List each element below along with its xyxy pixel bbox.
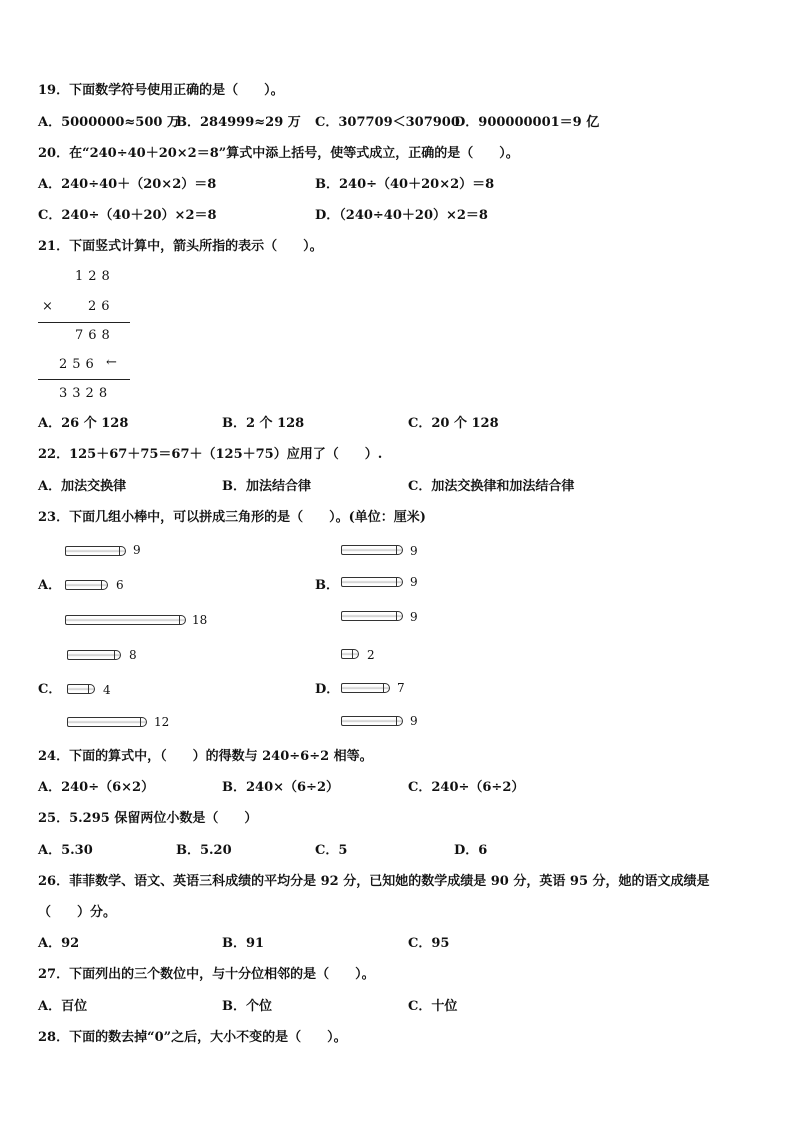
stick (341, 683, 390, 693)
question-24-option-b[interactable]: B．240×（6÷2） (222, 780, 340, 795)
question-22-option-c[interactable]: C．加法交换律和加法结合律 (408, 479, 575, 494)
question-20-option-b[interactable]: B．240÷（40＋20×2）＝8 (315, 177, 495, 192)
question-24-option-a[interactable]: A．240÷（6×2） (38, 780, 155, 795)
stick-length-label: 2 (367, 648, 375, 662)
question-26-stem-line-2: （ ）分。 (38, 905, 117, 920)
calc-line-1 (38, 322, 130, 323)
group-a-label: A． (38, 578, 62, 593)
stick (341, 545, 403, 555)
calc-operator: × (42, 299, 58, 314)
stick-length-label: 7 (397, 681, 405, 695)
stick-length-label: 6 (116, 578, 124, 592)
calc-multiplicand: 128 (75, 269, 115, 284)
group-d-label: D． (315, 682, 340, 697)
question-27-stem: 27．下面列出的三个数位中，与十分位相邻的是（ ）。 (38, 967, 375, 982)
question-20-option-a[interactable]: A．240÷40＋（20×2）＝8 (38, 177, 217, 192)
question-19-option-b[interactable]: B．284999≈29 万 (176, 115, 301, 130)
question-19-option-d[interactable]: D．900000001＝9 亿 (454, 115, 600, 130)
question-25-option-d[interactable]: D．6 (454, 843, 488, 858)
stick (341, 716, 403, 726)
question-22-stem: 22．125＋67＋75＝67＋（125＋75）应用了（ ）. (38, 447, 383, 462)
question-23-stem: 23．下面几组小棒中，可以拼成三角形的是（ ）。(单位：厘米) (38, 510, 426, 525)
question-27-option-c[interactable]: C．十位 (408, 999, 458, 1014)
stick (65, 546, 126, 556)
stick-length-label: 4 (103, 683, 111, 697)
question-20-option-d[interactable]: D．（240÷40＋20）×2＝8 (315, 208, 488, 223)
question-25-option-b[interactable]: B．5.20 (176, 843, 232, 858)
group-b-label: B． (315, 578, 339, 593)
question-25-option-c[interactable]: C．5 (315, 843, 348, 858)
question-22-option-b[interactable]: B．加法结合律 (222, 479, 311, 494)
question-24-option-c[interactable]: C．240÷（6÷2） (408, 780, 525, 795)
question-21-stem: 21．下面竖式计算中，箭头所指的表示（ ）。 (38, 239, 323, 254)
stick-length-label: 9 (410, 714, 418, 728)
question-21-option-c[interactable]: C．20 个 128 (408, 416, 499, 431)
question-22-option-a[interactable]: A．加法交换律 (38, 479, 127, 494)
question-21-option-a[interactable]: A．26 个 128 (38, 416, 129, 431)
stick-length-label: 9 (410, 575, 418, 589)
calc-result: 3328 (59, 386, 113, 401)
stick (341, 611, 403, 621)
question-20-stem: 20．在“240÷40＋20×2＝8”算式中添上括号，使等式成立，正确的是（ ）。 (38, 146, 519, 161)
stick (341, 577, 403, 587)
question-27-option-a[interactable]: A．百位 (38, 999, 88, 1014)
question-19-option-c[interactable]: C．307709＜307900 (315, 115, 460, 130)
question-28-stem: 28．下面的数去掉“0”之后，大小不变的是（ ）。 (38, 1030, 347, 1045)
question-26-option-b[interactable]: B．91 (222, 936, 265, 951)
stick (65, 615, 186, 625)
question-26-stem-line-1: 26．菲菲数学、语文、英语三科成绩的平均分是 92 分，已知她的数学成绩是 90 分，英语 95 分，她的语文成绩是 (38, 874, 710, 889)
stick (341, 649, 359, 659)
calc-multiplier: 26 (88, 299, 115, 314)
stick (65, 580, 108, 590)
question-25-option-a[interactable]: A．5.30 (38, 843, 93, 858)
question-26-option-a[interactable]: A．92 (38, 936, 80, 951)
question-24-stem: 24．下面的算式中，（ ）的得数与 240÷6÷2 相等。 (38, 749, 373, 764)
group-c-label: C． (38, 682, 62, 697)
stick (67, 650, 121, 660)
stick-length-label: 9 (410, 610, 418, 624)
stick (67, 684, 95, 694)
question-25-stem: 25．5.295 保留两位小数是（ ） (38, 811, 258, 826)
stick-length-label: 9 (133, 543, 141, 557)
question-26-option-c[interactable]: C．95 (408, 936, 450, 951)
stick-length-label: 8 (129, 648, 137, 662)
question-19-stem: 19．下面数学符号使用正确的是（ ）。 (38, 83, 284, 98)
stick (67, 717, 147, 727)
stick-length-label: 18 (192, 613, 208, 627)
question-20-option-c[interactable]: C．240÷（40＋20）×2＝8 (38, 208, 217, 223)
question-21-option-b[interactable]: B．2 个 128 (222, 416, 305, 431)
question-27-option-b[interactable]: B．个位 (222, 999, 272, 1014)
stick-length-label: 12 (154, 715, 170, 729)
calc-partial-1: 768 (75, 328, 115, 343)
stick-length-label: 9 (410, 544, 418, 558)
calc-line-2 (38, 379, 130, 380)
calc-partial-2: 256 (59, 357, 99, 372)
left-arrow-icon: ← (106, 355, 117, 370)
question-19-option-a[interactable]: A．5000000≈500 万 (38, 115, 180, 130)
